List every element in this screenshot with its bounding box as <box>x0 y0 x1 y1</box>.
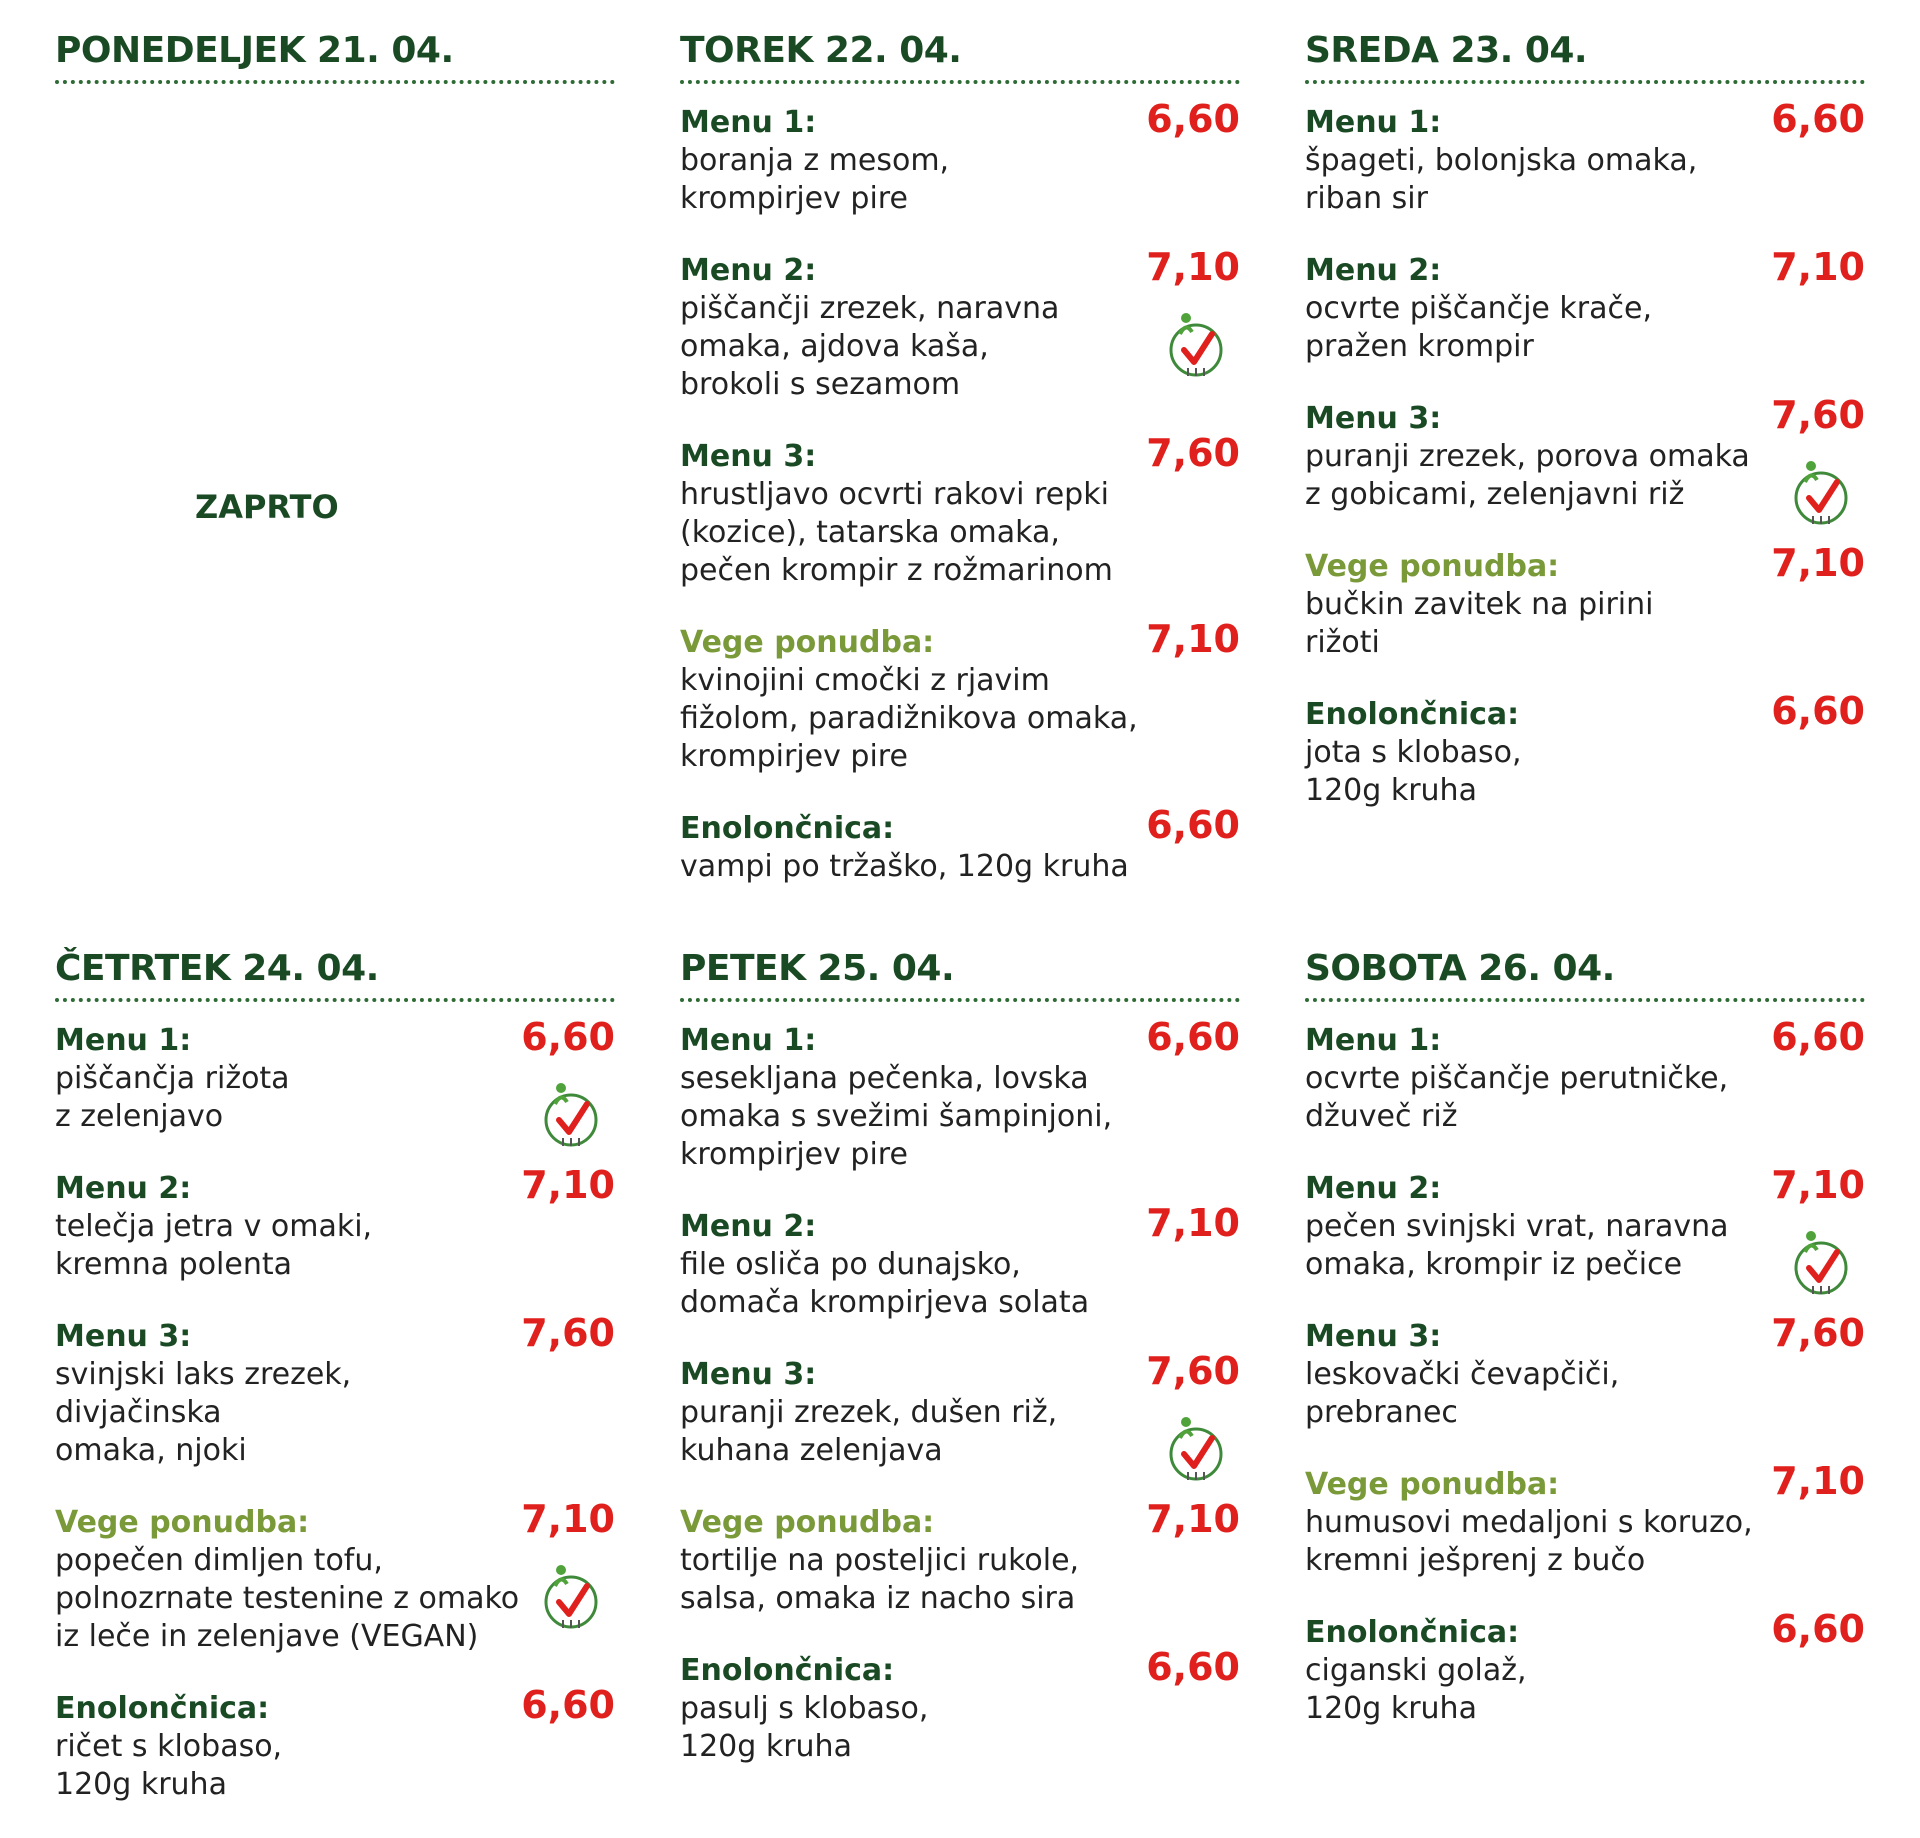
dish-description: svinjski laks zrezek, divjačinska omaka, njoki <box>55 1357 352 1468</box>
menu-item <box>55 1311 615 1470</box>
menu-label: Menu 3: <box>1305 1319 1442 1354</box>
dish-description: humusovi medaljoni s koruzo, kremni ješprenj z bučo <box>1305 1505 1753 1578</box>
menu-item <box>55 1497 615 1656</box>
menu-label: Menu 1: <box>1305 1023 1442 1058</box>
dish-description: tortilje na posteljici rukole, salsa, omaka iz nacho sira <box>680 1543 1080 1616</box>
price: 7,60 <box>521 1311 615 1355</box>
dish-description: pečen svinjski vrat, naravna omaka, krompir iz pečice <box>1305 1209 1729 1282</box>
day-title: SREDA 23. 04. <box>1305 30 1588 71</box>
menu-label: Menu 1: <box>55 1023 192 1058</box>
menu-label: Menu 2: <box>1305 1171 1442 1206</box>
price: 6,60 <box>1771 1607 1865 1651</box>
price: 6,60 <box>1146 1015 1240 1059</box>
price: 7,10 <box>1146 1497 1240 1541</box>
day-title: TOREK 22. 04. <box>680 30 962 71</box>
dotted-divider <box>55 80 615 84</box>
menu-label: Menu 2: <box>1305 253 1442 288</box>
dotted-divider <box>1305 80 1865 84</box>
price: 7,10 <box>1146 245 1240 289</box>
menu-item <box>1305 689 1865 810</box>
dish-description: file osliča po dunajsko, domača krompirjeva solata <box>680 1247 1090 1320</box>
vege-label: Vege ponudba: <box>680 1505 935 1540</box>
day-thursday <box>55 948 615 1838</box>
menu-item <box>1305 1163 1865 1284</box>
dish-description: piščančja rižota z zelenjavo <box>55 1061 290 1134</box>
menu-label: Menu 1: <box>680 1023 817 1058</box>
dish-description: puranji zrezek, dušen riž, kuhana zelenjava <box>680 1395 1058 1468</box>
menu-item <box>1305 393 1865 514</box>
closed-label: ZAPRTO <box>195 488 339 526</box>
day-saturday <box>1305 948 1865 1762</box>
dish-description: bučkin zavitek na pirini rižoti <box>1305 587 1654 660</box>
menu-label: Menu 3: <box>680 1357 817 1392</box>
dish-description: telečja jetra v omaki, kremna polenta <box>55 1209 373 1282</box>
dish-description: špageti, bolonjska omaka, riban sir <box>1305 143 1698 216</box>
menu-item <box>55 1683 615 1804</box>
price: 6,60 <box>521 1015 615 1059</box>
dotted-divider <box>680 998 1240 1002</box>
menu-item <box>680 97 1240 218</box>
vege-label: Vege ponudba: <box>1305 549 1560 584</box>
day-tuesday <box>680 30 1240 956</box>
dotted-divider <box>680 80 1240 84</box>
day-title: SOBOTA 26. 04. <box>1305 948 1615 989</box>
price: 7,60 <box>1771 393 1865 437</box>
menu-item <box>1305 541 1865 662</box>
menu-label: Enolončnica: <box>680 811 895 846</box>
menu-label: Enolončnica: <box>680 1653 895 1688</box>
menu-item <box>55 1015 615 1136</box>
prava-izbira-icon <box>1785 1222 1865 1302</box>
dish-description: vampi po tržaško, 120g kruha <box>680 849 1129 884</box>
menu-label: Enolončnica: <box>1305 1615 1520 1650</box>
menu-item <box>680 1015 1240 1174</box>
dish-description: ciganski golaž, 120g kruha <box>1305 1653 1527 1726</box>
menu-label: Menu 3: <box>680 439 817 474</box>
menu-item <box>55 1163 615 1284</box>
menu-item <box>1305 1311 1865 1432</box>
vege-label: Vege ponudba: <box>55 1505 310 1540</box>
dish-description: ričet s klobaso, 120g kruha <box>55 1729 283 1802</box>
day-wednesday <box>1305 30 1865 844</box>
day-title: PONEDELJEK 21. 04. <box>55 30 454 71</box>
prava-izbira-icon <box>1160 1408 1240 1488</box>
menu-item <box>680 1201 1240 1322</box>
price: 7,10 <box>521 1497 615 1541</box>
prava-izbira-icon <box>535 1556 615 1636</box>
price: 6,60 <box>1146 803 1240 847</box>
price: 6,60 <box>1146 1645 1240 1689</box>
vege-label: Vege ponudba: <box>1305 1467 1560 1502</box>
menu-item <box>680 245 1240 404</box>
day-monday <box>55 30 615 526</box>
price: 7,10 <box>1146 1201 1240 1245</box>
menu-item <box>1305 97 1865 218</box>
vege-label: Vege ponudba: <box>680 625 935 660</box>
prava-izbira-icon <box>1785 452 1865 532</box>
menu-label: Menu 2: <box>680 253 817 288</box>
dish-description: leskovački čevapčiči, prebranec <box>1305 1357 1620 1430</box>
dish-description: pasulj s klobaso, 120g kruha <box>680 1691 929 1764</box>
prava-izbira-icon <box>1160 304 1240 384</box>
menu-item <box>1305 1459 1865 1580</box>
menu-item <box>1305 245 1865 366</box>
menu-item <box>680 1645 1240 1766</box>
dish-description: hrustljavo ocvrti rakovi repki (kozice), tatarska omaka, pečen krompir z rožmarinom <box>680 477 1113 588</box>
dish-description: puranji zrezek, porova omaka z gobicami, zelenjavni riž <box>1305 439 1750 512</box>
menu-label: Enolončnica: <box>1305 697 1520 732</box>
dish-description: ocvrte piščančje perutničke, džuveč riž <box>1305 1061 1729 1134</box>
price: 6,60 <box>1771 1015 1865 1059</box>
dish-description: ocvrte piščančje krače, pražen krompir <box>1305 291 1652 364</box>
price: 7,60 <box>1146 431 1240 475</box>
dish-description: sesekljana pečenka, lovska omaka s svežimi šampinjoni, krompirjev pire <box>680 1061 1113 1172</box>
menu-item <box>1305 1607 1865 1728</box>
menu-label: Menu 1: <box>680 105 817 140</box>
menu-label: Enolončnica: <box>55 1691 270 1726</box>
dish-description: popečen dimljen tofu, polnozrnate testenine z omako iz leče in zelenjave (VEGAN) <box>55 1543 520 1654</box>
dish-description: piščančji zrezek, naravna omaka, ajdova kaša, brokoli s sezamom <box>680 291 1060 402</box>
dish-description: jota s klobaso, 120g kruha <box>1305 735 1522 808</box>
menu-item <box>680 1497 1240 1618</box>
price: 7,60 <box>1771 1311 1865 1355</box>
dotted-divider <box>55 998 615 1002</box>
menu-item <box>680 1349 1240 1470</box>
menu-label: Menu 2: <box>680 1209 817 1244</box>
menu-label: Menu 3: <box>1305 401 1442 436</box>
price: 6,60 <box>1146 97 1240 141</box>
prava-izbira-icon <box>535 1074 615 1154</box>
price: 6,60 <box>521 1683 615 1727</box>
day-title: PETEK 25. 04. <box>680 948 955 989</box>
dotted-divider <box>1305 998 1865 1002</box>
price: 7,10 <box>1771 1459 1865 1503</box>
menu-label: Menu 1: <box>1305 105 1442 140</box>
day-title: ČETRTEK 24. 04. <box>55 948 379 989</box>
menu-item <box>680 803 1240 922</box>
menu-label: Menu 2: <box>55 1171 192 1206</box>
price: 7,10 <box>1146 617 1240 661</box>
price: 6,60 <box>1771 689 1865 733</box>
day-friday <box>680 948 1240 1800</box>
dish-description: boranja z mesom, krompirjev pire <box>680 143 950 216</box>
menu-item <box>680 431 1240 590</box>
price: 7,10 <box>521 1163 615 1207</box>
price: 7,10 <box>1771 541 1865 585</box>
menu-label: Menu 3: <box>55 1319 192 1354</box>
price: 6,60 <box>1771 97 1865 141</box>
price: 7,60 <box>1146 1349 1240 1393</box>
price: 7,10 <box>1771 1163 1865 1207</box>
menu-item <box>680 617 1240 776</box>
price: 7,10 <box>1771 245 1865 289</box>
menu-item <box>1305 1015 1865 1136</box>
dish-description: kvinojini cmočki z rjavim fižolom, paradižnikova omaka, krompirjev pire <box>680 663 1138 774</box>
